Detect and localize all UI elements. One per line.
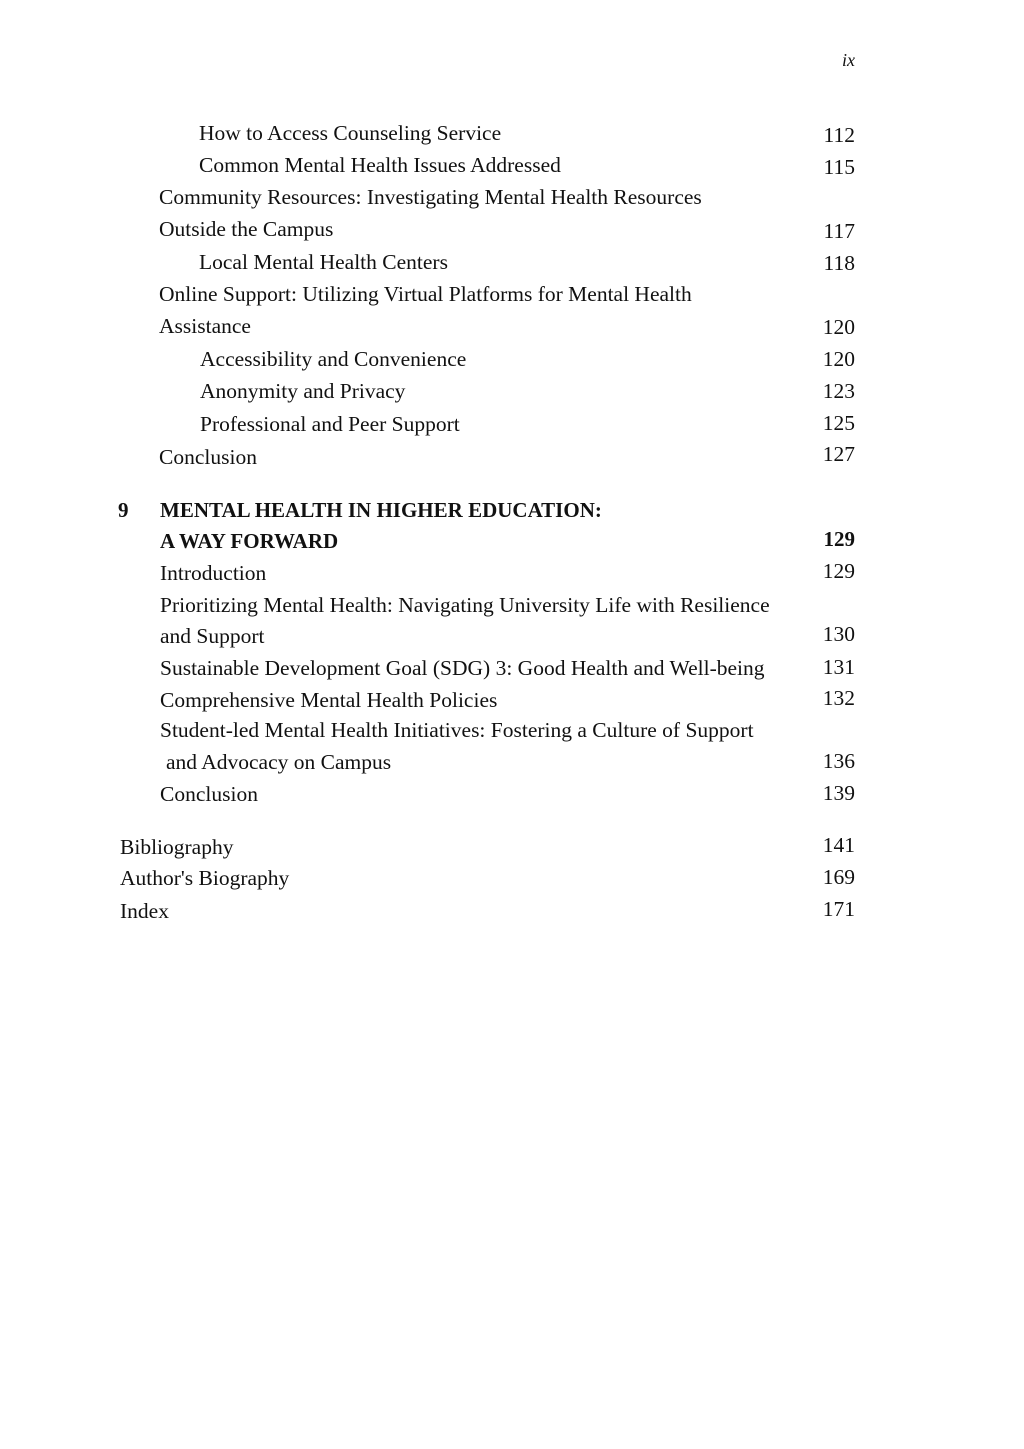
toc-entry-title: Anonymity and Privacy (200, 379, 406, 403)
toc-entry-title: Accessibility and Convenience (200, 347, 467, 371)
chapter-page: 129 (823, 527, 855, 551)
chapter-number: 9 (118, 498, 129, 522)
toc-entry-page: 117 (823, 219, 855, 243)
toc-entry-title-line1: Prioritizing Mental Health: Navigating University Life with Resilience (160, 593, 770, 617)
toc-entry-title-line1: Online Support: Utilizing Virtual Platforms for Mental Health (159, 282, 692, 306)
chapter-title-line1: MENTAL HEALTH IN HIGHER EDUCATION: (160, 498, 602, 522)
toc-entry-page: 141 (822, 833, 855, 857)
toc-entry-title-line1: Student-led Mental Health Initiatives: Fostering a Culture of Support (160, 718, 754, 742)
toc-entry-page: 139 (822, 781, 855, 805)
toc-entry-page: 169 (822, 865, 855, 889)
toc-entry-page: 125 (822, 411, 855, 435)
toc-entry-page: 115 (823, 155, 855, 179)
toc-entry-title: Author's Biography (120, 866, 290, 890)
toc-entry-title: Index (120, 899, 169, 923)
toc-entry-page: 131 (822, 655, 855, 679)
toc-entry-page: 120 (822, 315, 855, 339)
toc-entry-title: Bibliography (120, 835, 234, 859)
toc-entry-title-line2: Outside the Campus (159, 217, 334, 241)
toc-entry-title: Comprehensive Mental Health Policies (160, 688, 498, 712)
toc-entry-page: 127 (822, 442, 855, 466)
toc-entry-title: Professional and Peer Support (200, 412, 460, 436)
toc-entry-title: Conclusion (160, 782, 258, 806)
toc-entry-title-line2: and Support (160, 624, 265, 648)
toc-entry-title: Sustainable Development Goal (SDG) 3: Good Health and Well-being (160, 656, 765, 680)
toc-entry-page: 132 (822, 686, 855, 710)
toc-entry-title: Conclusion (159, 445, 257, 469)
toc-entry-page: 130 (822, 622, 855, 646)
page-number: ix (842, 50, 855, 70)
toc-entry-title: Local Mental Health Centers (199, 250, 448, 274)
toc-entry-page: 129 (822, 559, 855, 583)
chapter-title-line2: A WAY FORWARD (160, 529, 339, 553)
toc-entry-page: 120 (822, 347, 855, 371)
toc-entry-page: 112 (823, 123, 855, 147)
toc-entry-page: 123 (822, 379, 855, 403)
toc-entry-title: How to Access Counseling Service (199, 121, 502, 145)
toc-entry-title-line2: Assistance (159, 314, 251, 338)
toc-entry-title: Common Mental Health Issues Addressed (199, 153, 561, 177)
toc-entry-page: 136 (822, 749, 855, 773)
toc-entry-title-line1: Community Resources: Investigating Mental Health Resources (159, 185, 702, 209)
toc-entry-page: 171 (822, 897, 855, 921)
toc-entry-title: Introduction (160, 561, 267, 585)
toc-entry-page: 118 (823, 251, 855, 275)
toc-entry-title-line2: and Advocacy on Campus (166, 750, 392, 774)
